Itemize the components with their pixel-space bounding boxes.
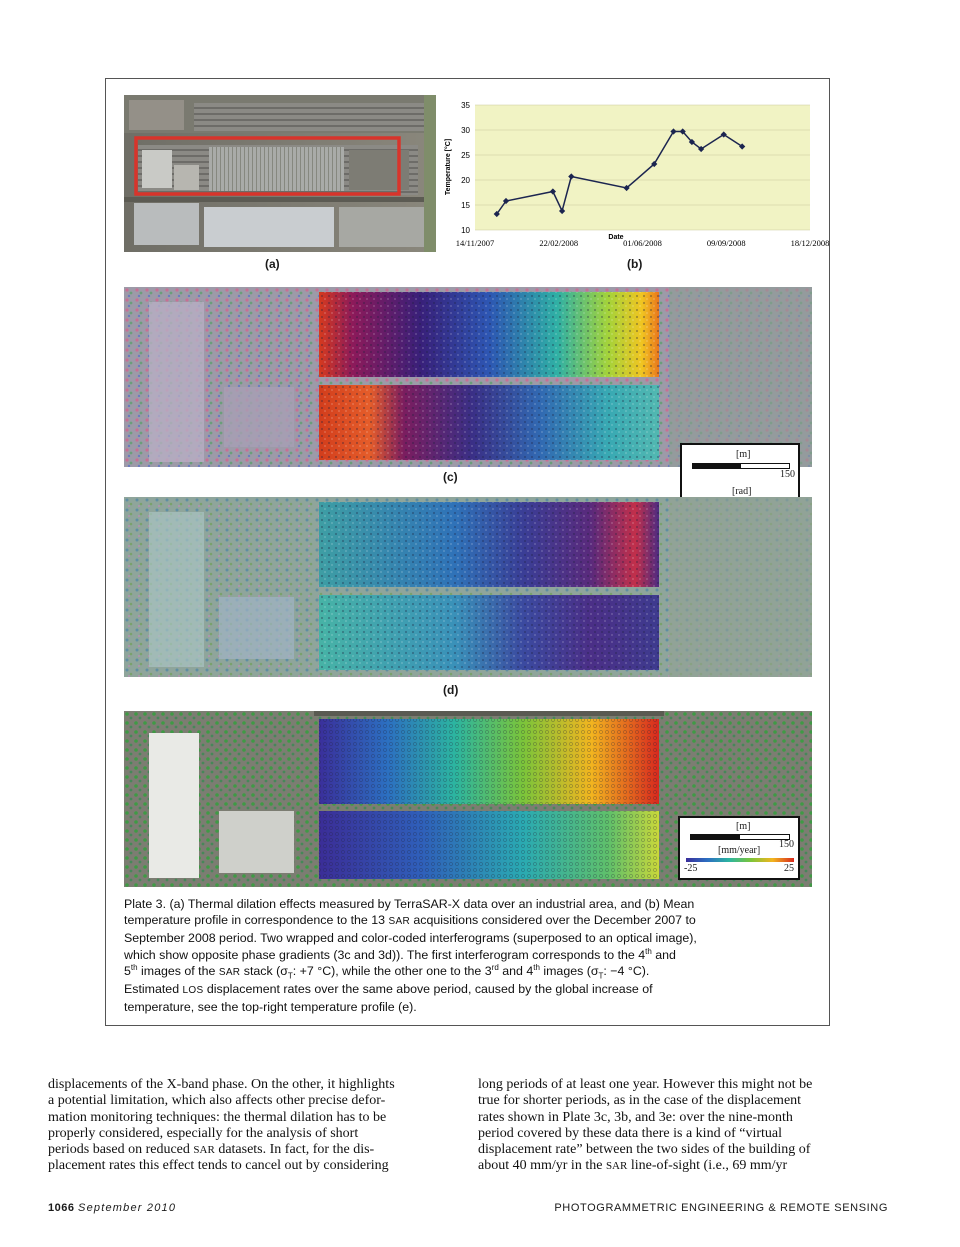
caption-line: 5th images of the SAR stack ($\sigma_T$: +7 °C), while the other one to the 3rd and 4th images ($\sigma_T$: −4 °C).	[124, 962, 650, 981]
y-tick-label: 30	[461, 126, 470, 135]
sublabel-c: (c)	[443, 470, 458, 484]
scale-value-e: 150	[779, 839, 794, 850]
x-axis-label: Date	[608, 234, 624, 241]
aerial-image-a	[124, 95, 436, 252]
caption-line: which show opposite phase gradients (3c and 3d)). The first interferogram corresponds to the 4th and	[124, 946, 676, 962]
legend-rate	[678, 816, 800, 880]
sublabel-d: (d)	[443, 683, 459, 697]
scale-bar	[692, 463, 790, 469]
caption-line: temperature, see the top-right temperature profile (e).	[124, 1000, 417, 1015]
body-line: period covered by these data there is a kind of “virtual	[478, 1125, 782, 1141]
journal-name: PHOTOGRAMMETRIC ENGINEERING & REMOTE SENSING	[554, 1202, 888, 1214]
rate-max: 25	[784, 863, 794, 874]
sublabel-b: (b)	[627, 257, 643, 271]
y-axis-label: Temperature [°C]	[445, 138, 452, 196]
body-line: true for shorter periods, as in the case of the displacement	[478, 1093, 802, 1109]
scale-value: 150	[780, 469, 795, 480]
y-tick-label: 10	[461, 226, 470, 235]
body-line: rates shown in Plate 3c, 3b, and 3e: over the nine-month	[478, 1109, 793, 1125]
scale-bar-e	[690, 834, 790, 840]
body-line: displacements of the X-band phase. On the other, it highlights	[48, 1077, 395, 1092]
phase-unit: [rad]	[732, 486, 752, 497]
body-column-right	[478, 1077, 888, 1175]
y-tick-label: 35	[461, 101, 470, 110]
body-line: properly considered, especially for the analysis of short	[48, 1125, 359, 1141]
x-tick-label: 18/12/2008	[790, 238, 830, 248]
body-line: a potential limitation, which also affects other precise defor-	[48, 1093, 386, 1109]
temperature-chart	[440, 95, 830, 255]
body-column-left	[48, 1077, 458, 1175]
body-line: mation monitoring techniques: the thermal dilation has to be	[48, 1109, 387, 1125]
y-tick-label: 15	[461, 201, 470, 210]
body-line: long periods of at least one year. However this might not be	[478, 1077, 813, 1092]
plot-area	[475, 105, 810, 230]
plate-caption	[124, 896, 812, 1015]
page-number: 1066	[48, 1202, 75, 1214]
body-line: placement rates this effect tends to cancel out by considering	[48, 1158, 389, 1174]
page-footer-left	[48, 1202, 176, 1214]
rate-colorbar	[686, 858, 794, 862]
rate-min: -25	[684, 863, 698, 874]
issue-date: September 2010	[78, 1202, 177, 1214]
interferogram-c	[124, 287, 812, 467]
scale-unit-e: [m]	[736, 821, 751, 832]
sublabel-a: (a)	[265, 257, 280, 271]
interferogram-d	[124, 497, 812, 677]
body-line: periods based on reduced SAR datasets. In fact, for the dis-	[48, 1142, 375, 1158]
body-line: about 40 mm/yr in the SAR line-of-sight (i.e., 69 mm/yr	[478, 1158, 788, 1174]
y-tick-label: 25	[461, 151, 470, 160]
body-line: displacement rate” between the two sides of the building of	[478, 1142, 811, 1158]
y-tick-label: 20	[461, 176, 470, 185]
x-tick-label: 22/02/2008	[539, 238, 579, 248]
caption-line: Plate 3. (a) Thermal dilation effects measured by TerraSAR-X data over an industrial area, and (b) Mean	[124, 897, 695, 911]
caption-line: temperature profile in correspondence to the 13 SAR acquisitions considered over the December 2007 to	[124, 913, 696, 928]
x-tick-label: 01/06/2008	[623, 238, 662, 248]
x-tick-label: 14/11/2007	[455, 238, 495, 248]
rate-unit: [mm/year]	[718, 845, 761, 856]
caption-line: September 2008 period. Two wrapped and color-coded interferograms (superposed to an optical image),	[124, 931, 697, 946]
scale-unit: [m]	[736, 449, 751, 460]
caption-line: Estimated LOS displacement rates over the same above period, caused by the global increase of	[124, 982, 653, 997]
x-tick-label: 09/09/2008	[706, 238, 746, 248]
